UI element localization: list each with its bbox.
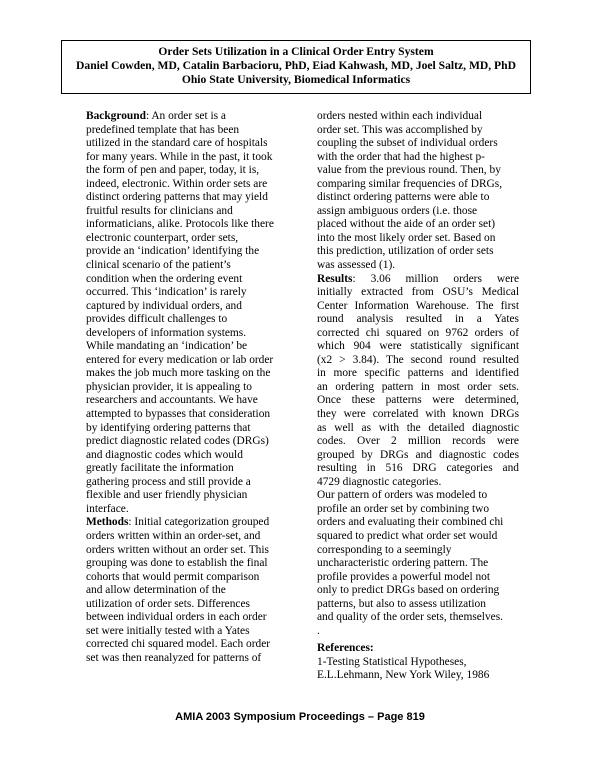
text-line: and quality of the order sets, themselves. — [317, 611, 503, 624]
text-line: set was then reanalyzed for patterns of — [86, 651, 262, 664]
text-line: uncharacteristic ordering pattern. The — [317, 557, 489, 570]
text-line: corrected chi squared on 9762 orders of — [317, 326, 519, 339]
text-line: codes. Over 2 million records were — [317, 435, 519, 448]
text-line: squared to predict what order set would — [317, 529, 498, 542]
text-line: for many years. While in the past, it took — [86, 150, 273, 163]
text-line: captured by individual orders, and — [86, 299, 242, 312]
text-line: Our pattern of orders was modeled to — [317, 489, 488, 502]
text-line: round analysis resulted in a Yates — [317, 313, 519, 326]
text-line: electronic counterpart, order sets, — [86, 231, 239, 244]
text-line: as well as with the detailed diagnostic — [317, 421, 519, 434]
text-line: interface. — [86, 502, 129, 515]
text-line: in more specific patterns and identified — [317, 367, 519, 380]
text-line: attempted to bypasses that consideration — [86, 408, 271, 421]
text-line: order set. This was accomplished by — [317, 123, 483, 136]
text-line: corresponding to a seemingly — [317, 543, 452, 556]
results-heading-line — [317, 273, 519, 287]
text-line: grouping was done to establish the final — [86, 557, 268, 570]
text-line: utilized in the standard care of hospitals — [86, 137, 268, 150]
title-box — [61, 40, 531, 94]
text-line: developers of information systems. — [86, 326, 247, 339]
affiliation: Ohio State University, Biomedical Informatics — [181, 73, 411, 87]
text-line: gathering process and still provide a — [86, 475, 251, 488]
text-line: researchers and accountants. We have — [86, 394, 258, 407]
text-line: grouped by DRGs and diagnostic codes — [317, 448, 519, 461]
text-line: value from the previous round. Then, by — [317, 164, 501, 177]
text-line: clinical scenario of the patient’s — [86, 259, 231, 272]
text-line: initially extracted from OSU’s Medical — [317, 286, 519, 299]
text-line: into the most likely order set. Based on — [317, 231, 496, 244]
text-line: cohorts that would permit comparison — [86, 570, 260, 583]
methods-continued-paragraph — [317, 110, 519, 273]
methods-paragraph — [86, 530, 286, 665]
text-line: greatly facilitate the information — [86, 462, 234, 475]
text-line: and allow determination of the — [86, 584, 226, 597]
text-line: orders written within an order-set, and — [86, 529, 261, 542]
text-line: comparing similar frequencies of DRGs, — [317, 177, 503, 190]
text-line: set were initially tested with a Yates — [86, 624, 250, 637]
text-line: and diagnostic codes which would — [86, 448, 243, 461]
text-line: by identifying ordering patterns that — [86, 421, 251, 434]
text-line: placed without the aide of an order set) — [317, 218, 496, 231]
background-paragraph — [86, 124, 286, 517]
text-line: they were correlated with known DRGs — [317, 408, 519, 421]
text-line: only to predict DRGs based on ordering — [317, 584, 500, 597]
text-line: occurred. This ‘indication’ is rarely — [86, 286, 247, 299]
paper-title: Order Sets Utilization in a Clinical Order Entry System — [158, 45, 434, 58]
text-line: this prediction, utilization of order sets — [317, 245, 494, 258]
reference-line: 1-Testing Statistical Hypotheses, — [317, 655, 467, 668]
text-line: resulting in 516 DRG categories and — [317, 462, 519, 475]
text-line: predict diagnostic related codes (DRGs) — [86, 435, 269, 448]
references-list — [317, 656, 519, 683]
background-heading-line — [86, 110, 286, 124]
methods-heading-line — [86, 516, 286, 530]
text-line: orders written without an order set. This — [86, 543, 269, 556]
left-column — [86, 110, 286, 665]
page-footer: AMIA 2003 Symposium Proceedings – Page 819 — [175, 711, 425, 723]
text-line: Once these patterns were determined, — [317, 394, 519, 407]
text-line: makes the job much more tasking on the — [86, 367, 271, 380]
text-line: fruitful results for clinicians and — [86, 204, 233, 217]
references-heading: References: — [317, 642, 374, 655]
text-line: profile provides a powerful model not — [317, 570, 491, 583]
background-first-text: : An order set is a — [145, 110, 226, 122]
text-line: entered for every medication or lab order — [86, 353, 274, 366]
text-line: coupling the subset of individual orders — [317, 137, 498, 150]
reference-line: E.L.Lehmann, New York Wiley, 1986 — [317, 669, 490, 682]
results-first-text: : 3.06 million orders were — [352, 272, 519, 285]
right-column — [317, 110, 519, 683]
text-line: distinct ordering patterns were able to — [317, 191, 490, 204]
text-line: provides difficult challenges to — [86, 313, 228, 326]
text-line: an ordering pattern in most order sets. — [317, 380, 519, 393]
text-line: between individual orders in each order — [86, 611, 267, 624]
text-line: While mandating an ‘indication’ be — [86, 340, 248, 353]
text-line: utilization of order sets. Differences — [86, 597, 250, 610]
methods-first-text: : Initial categorization grouped — [128, 516, 270, 529]
text-line: assign ambiguous orders (i.e. those — [317, 204, 478, 217]
text-line: provide an ‘indication’ identifying the — [86, 245, 260, 258]
methods-label: Methods — [86, 516, 129, 529]
text-line: physician provider, it is appealing to — [86, 380, 252, 393]
text-line: condition when the ordering event — [86, 272, 243, 285]
text-line: . — [317, 624, 320, 637]
author-list: Daniel Cowden, MD, Catalin Barbacioru, PhD, Eiad Kahwash, MD, Joel Saltz, MD, PhD — [76, 59, 516, 73]
text-line: orders and evaluating their combined chi — [317, 516, 504, 529]
text-line: (x2 > 3.84). The second round resulted — [317, 353, 519, 366]
text-line: flexible and user friendly physician — [86, 489, 248, 502]
text-line: indeed, electronic. Within order sets are — [86, 177, 268, 190]
text-line: Center Information Warehouse. The first — [317, 299, 519, 312]
text-line: corrected chi squared model. Each order — [86, 638, 271, 651]
text-line: orders nested within each individual — [317, 110, 483, 122]
text-line: patterns, but also to assess utilization — [317, 597, 486, 610]
text-line: distinct ordering patterns that may yield — [86, 191, 268, 204]
text-line: which 904 were statistically significant — [317, 340, 519, 353]
conclusion-paragraph — [317, 489, 519, 638]
results-label: Results — [317, 272, 353, 285]
text-line: the form of pen and paper, today, it is, — [86, 164, 260, 177]
results-paragraph — [317, 286, 519, 489]
background-label: Background — [86, 110, 146, 122]
text-line: informaticians, alike. Protocols like there — [86, 218, 274, 231]
text-line: 4729 diagnostic categories. — [317, 475, 442, 488]
text-line: predefined template that has been — [86, 123, 240, 136]
text-line: profile an order set by combining two — [317, 502, 490, 515]
text-line: with the order that had the highest p- — [317, 150, 485, 163]
text-line: was assessed (1). — [317, 259, 396, 272]
